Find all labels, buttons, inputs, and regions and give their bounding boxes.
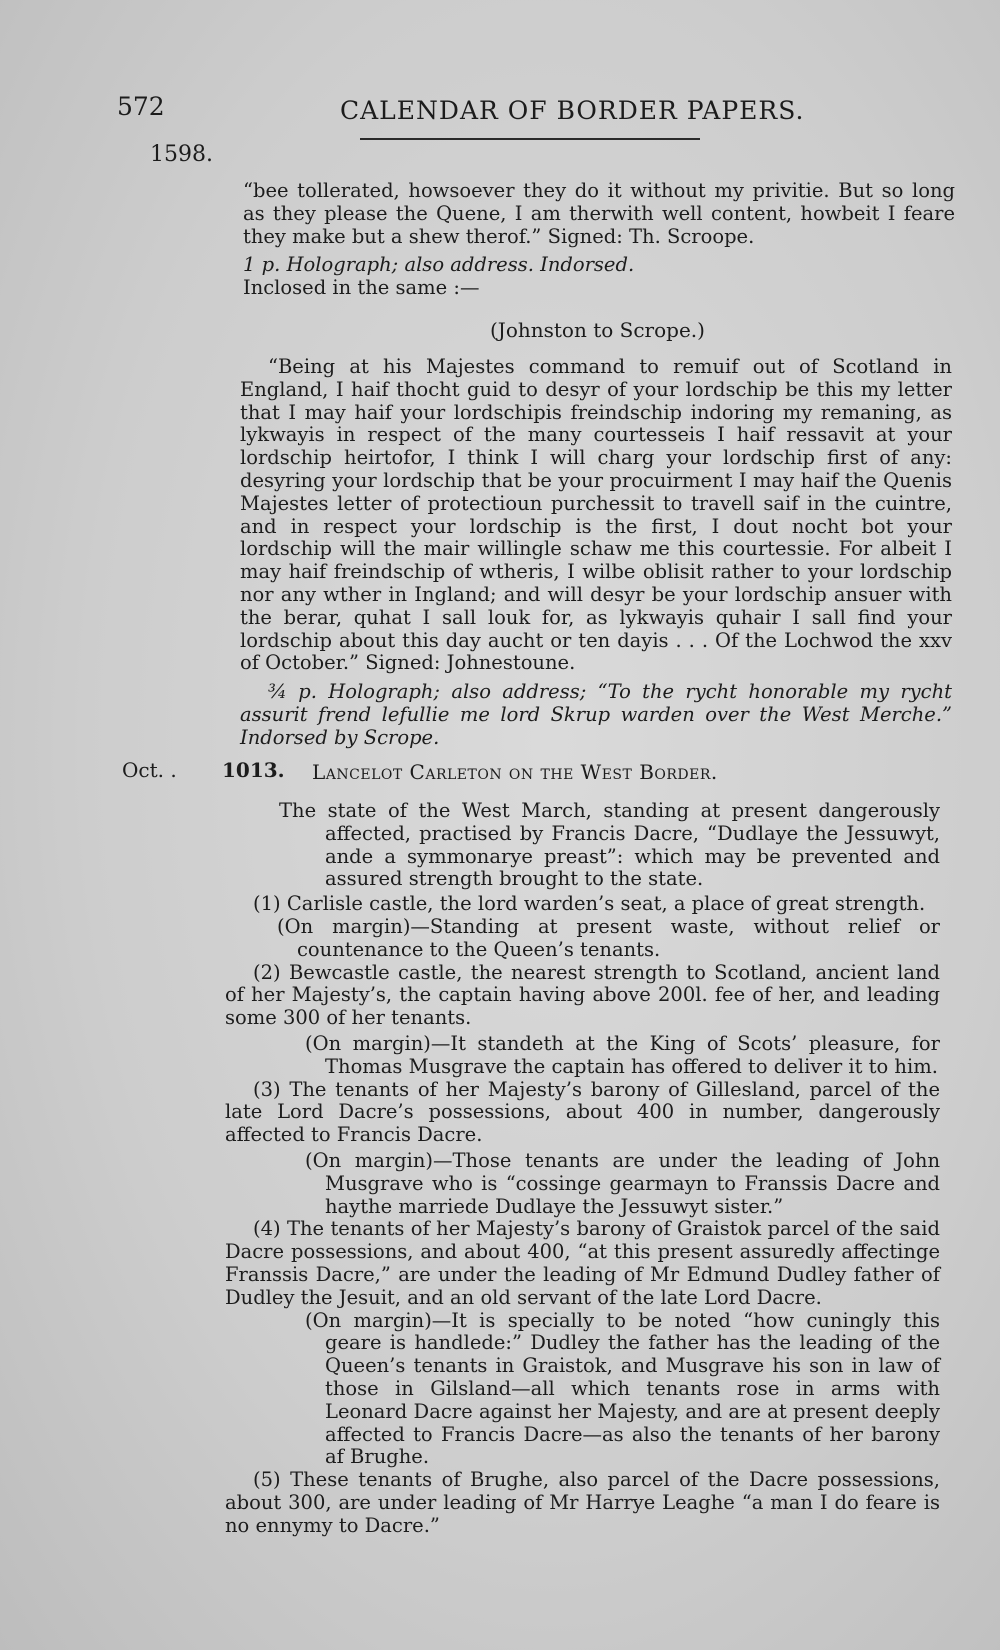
item-1: (1) Carlisle castle, the lord warden’s seat, a place of great strength. — [253, 892, 926, 916]
item-4: (4) The tenants of her Majesty’s barony of Graistok parcel of the said Dacre possessions, and about 400, “at this present assuredly affectinge Franssis Dacre,” are under the leading of Mr Edmund Dudley father of Dudley the Jesuit, and an old servant of the late Lord Dacre. — [225, 1217, 940, 1309]
page-number: 572 — [117, 92, 165, 121]
year-marker: 1598. — [150, 142, 213, 167]
item-5: (5) These tenants of Brughe, also parcel of the Dacre possessions, about 300, are under leading of Mr Harrye Leaghe “a man I do feare is no ennymy to Dacre.” — [225, 1468, 940, 1537]
entry-body — [225, 800, 940, 1538]
entry-title: Lancelot Carleton on the West Border. — [312, 760, 718, 784]
item-2: (2) Bewcastle castle, the nearest strength to Scotland, ancient land of her Majesty’s, the captain having above 200l. fee of her, and leading some 300 of her tenants. — [225, 960, 940, 1030]
item-3: (3) The tenants of her Majesty’s barony of Gillesland, parcel of the late Lord Dacre’s possessions, about 400 in number, dangerously affected to Francis Dacre. — [225, 1077, 940, 1147]
item-4-margin: (On margin)—It is specially to be noted “how cuningly this geare is handlede:” Dudley the father has the leading of the Queen’s tenants in Graistok, and Musgrave his son in law of those in Gilsland—all which tenants rose in arms with Leonard Dacre against her Majesty, and are at present deeply affected to Francis Dacre—as also the tenants of her barony af Brughe. — [305, 1308, 940, 1469]
letter-end — [243, 180, 955, 300]
entry-summary: The state of the West March, standing at present dangerously affected, practised by Francis Dacre, “Dudlaye the Jessuwyt, ande a symmonarye preast”: which may be prevented and assured strength brought to the state. — [279, 799, 940, 891]
letter-end-text: “bee tollerated, howsoever they do it without my privitie. But so long as they please the Quene, I am therwith well content, howbeit I feare they make but a shew therof.” Signed: Th. Scroope. — [243, 179, 955, 248]
enclosure-body: “Being at his Majestes command to remuif out of Scotland in England, I haif thocht guid to desyr of your lordschip be this my letter that I may haif your lordschipis freindschip indoring my remaning, as lykwayis in respect of the many courtesseis I haif ressavit at your lordschip heirtofor, I think I will charg your lordschip first of any: desyring your lordschip that be your procuirment I may haif the Quenis Majestes letter of protectioun purchessit to travell saif in the cuintre, and in respect your lordschip is the first, I dout nocht bot your lordschip will the mair willingle schaw me this courtessie. For albeit I may haif freindschip of wtheris, I wilbe oblisit rather to your lordschip nor any wther in Ingland; and will desyr be your lordschip ansuer with the berar, quhat I sall louk for, as lykwayis quhair I sall find your lordschip about this day aucht or ten dayis . . . Of the Lochwod the xxv of October.” Signed: Johnestoune. — [240, 355, 952, 675]
inclosed-line: Inclosed in the same :— — [243, 276, 480, 300]
enclosure-note: ¾ p. Holograph; also address; “To the rycht honorable my rycht assurit frend lefullie me lord Skrup warden over the West Merche.” Indorsed by Scrope. — [240, 680, 952, 749]
item-1-margin: (On margin)—Standing at present waste, without relief or countenance to the Queen’s tenants. — [277, 914, 940, 961]
running-title: CALENDAR OF BORDER PAPERS. — [340, 96, 805, 125]
enclosure-heading: (Johnston to Scrope.) — [490, 318, 705, 342]
entry-number: 1013. — [222, 758, 285, 782]
item-3-margin: (On margin)—Those tenants are under the leading of John Musgrave who is “cossinge gearmayn to Franssis Dacre and haythe marriede Dudlaye the Jessuwyt sister.” — [305, 1148, 940, 1218]
title-rule — [360, 138, 700, 140]
entry-date: Oct. . — [122, 758, 177, 782]
item-2-margin: (On margin)—It standeth at the King of Scots’ pleasure, for Thomas Musgrave the captain has offered to deliver it to him. — [305, 1031, 940, 1078]
letter-end-note: 1 p. Holograph; also address. Indorsed. — [243, 253, 635, 277]
enclosure — [240, 356, 952, 750]
